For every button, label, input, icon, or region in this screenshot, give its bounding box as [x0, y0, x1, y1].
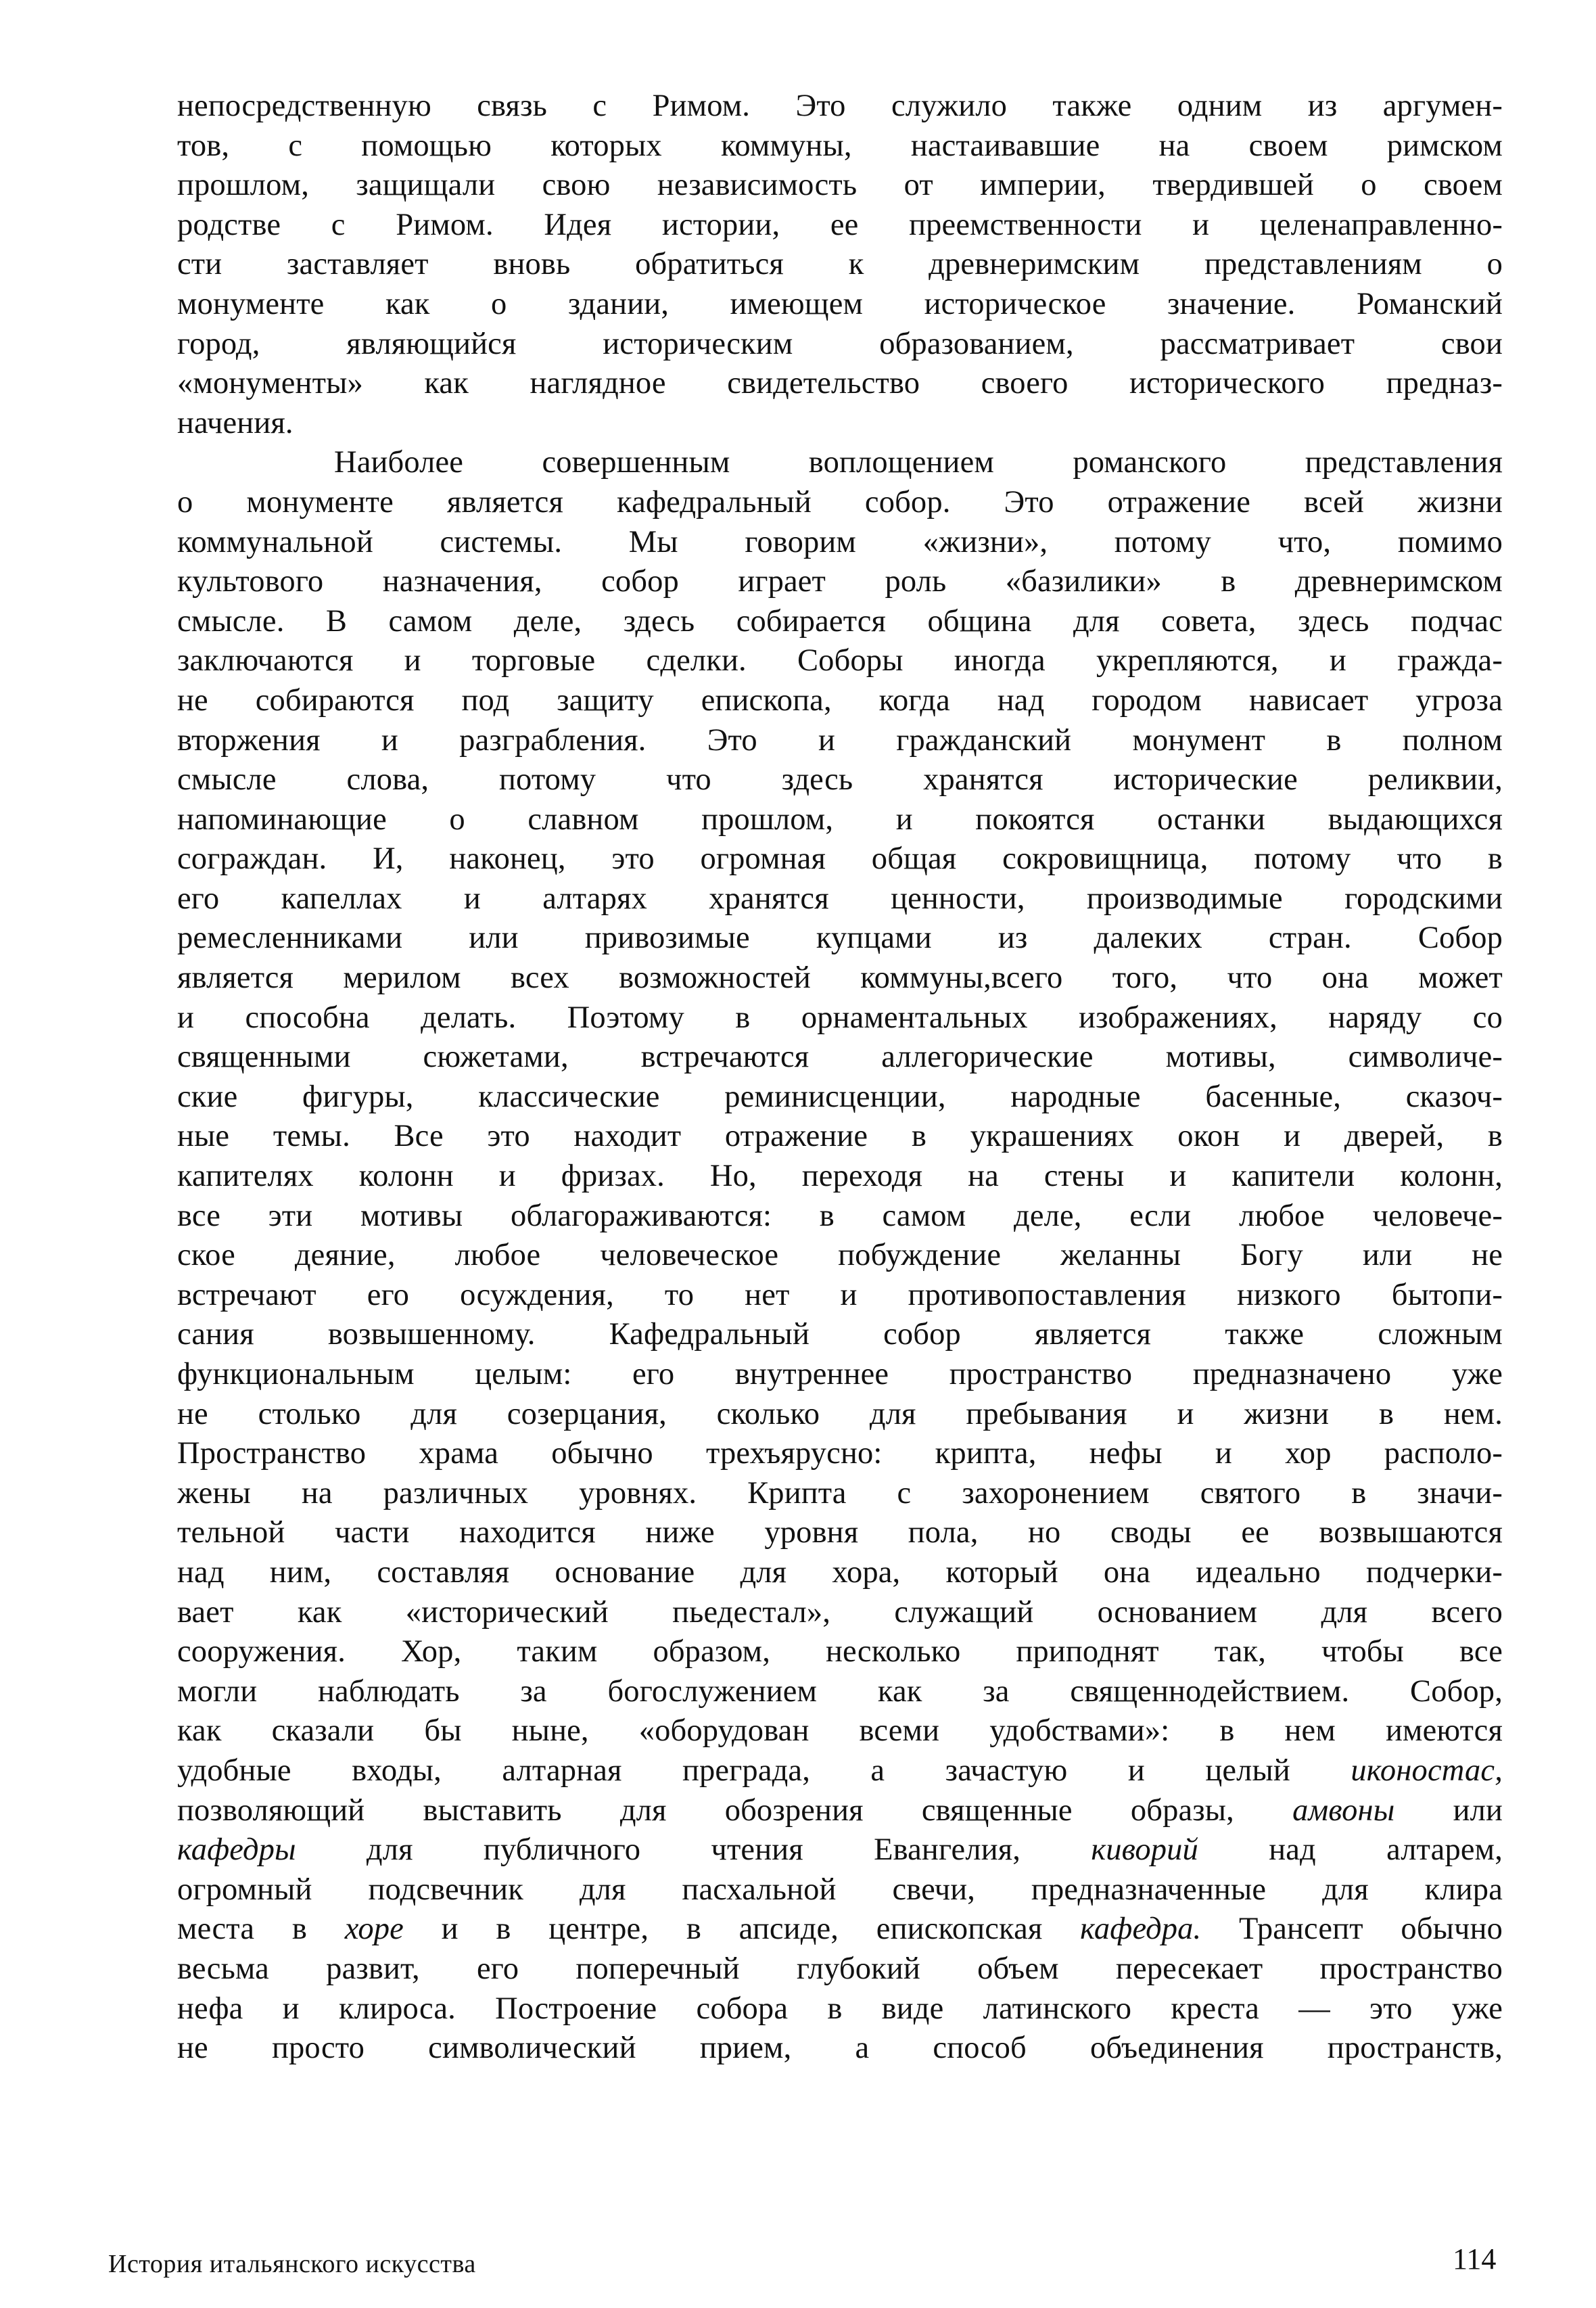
- text-line: сти заставляет вновь обратиться к древнеримским представлениям о: [177, 247, 1503, 282]
- text-line: сания возвышенному. Кафедральный собор является также сложным: [177, 1317, 1503, 1352]
- text-line: культового назначения, собор играет роль «базилики» в древнеримском: [177, 564, 1503, 599]
- text-line: нефа и клироса. Построение собора в виде латинского креста — это уже: [177, 1991, 1503, 2026]
- text-line: ское деяние, любое человеческое побуждение желанны Богу или не: [177, 1238, 1503, 1273]
- text-line: жены на различных уровнях. Крипта с захоронением святого в значи-: [177, 1475, 1503, 1510]
- text-line: коммунальной системы. Мы говорим «жизни», потому что, помимо: [177, 524, 1503, 559]
- text-line: сооружения. Хор, таким образом, несколько приподнят так, чтобы все: [177, 1634, 1503, 1669]
- text-line: позволяющий выставить для обозрения священные образы, амвоны или: [177, 1793, 1503, 1828]
- text-line: смысле. В самом деле, здесь собирается община для совета, здесь подчас: [177, 603, 1503, 639]
- text-line: его капеллах и алтарях хранятся ценности, производимые городскими: [177, 881, 1503, 916]
- text-line: ремесленниками или привозимые купцами из далеких стран. Собор: [177, 921, 1503, 956]
- text-line: над ним, составляя основание для хора, который она идеально подчерки-: [177, 1554, 1503, 1590]
- text-line: и способна делать. Поэтому в орнаментальных изображениях, наряду со: [177, 1000, 1503, 1035]
- body-text: [177, 87, 1503, 2069]
- text-line: монументе как о здании, имеющем историческое значение. Романский: [177, 286, 1503, 321]
- text-line: является мерилом всех возможностей коммуны,всего того, что она может: [177, 961, 1503, 996]
- text-line: о монументе является кафедральный собор. Это отражение всей жизни: [177, 484, 1503, 520]
- text-line: не столько для созерцания, сколько для пребывания и жизни в нем.: [177, 1396, 1503, 1431]
- text-line: встречают его осуждения, то нет и противопоставления низкого бытопи-: [177, 1277, 1503, 1312]
- text-line: огромный подсвечник для пасхальной свечи, предназначенные для клира: [177, 1872, 1503, 1907]
- text-line: напоминающие о славном прошлом, и покоятся останки выдающихся: [177, 802, 1503, 837]
- text-line: сограждан. И, наконец, это огромная общая сокровищница, потому что в: [177, 841, 1503, 877]
- text-line: священными сюжетами, встречаются аллегорические мотивы, символиче-: [177, 1040, 1503, 1075]
- text-line: «монументы» как наглядное свидетельство своего исторического предназ-: [177, 366, 1503, 401]
- text-line: места в хоре и в центре, в апсиде, епископская кафедра. Трансепт обычно: [177, 1912, 1503, 1947]
- text-line: родстве с Римом. Идея истории, ее преемственности и целенаправленно-: [177, 207, 1503, 242]
- text-line: тельной части находится ниже уровня пола, но своды ее возвышаются: [177, 1515, 1503, 1550]
- text-line: как сказали бы ныне, «оборудован всеми удобствами»: в нем имеются: [177, 1713, 1503, 1749]
- text-line: Пространство храма обычно трехъярусно: крипта, нефы и хор располо-: [177, 1436, 1503, 1471]
- text-line: город, являющийся историческим образованием, рассматривает свои: [177, 326, 1503, 361]
- text-line: кафедры для публичного чтения Евангелия, киворий над алтарем,: [177, 1832, 1503, 1868]
- text-line: прошлом, защищали свою независимость от империи, твердившей о своем: [177, 168, 1503, 203]
- text-line: ские фигуры, классические реминисценции, народные басенные, сказоч-: [177, 1079, 1503, 1114]
- text-line: удобные входы, алтарная преграда, а зачастую и целый иконостас,: [177, 1753, 1503, 1788]
- text-line: капителях колонн и фризах. Но, переходя на стены и капители колонн,: [177, 1159, 1503, 1194]
- text-line: весьма развит, его поперечный глубокий объем пересекает пространство: [177, 1951, 1503, 1986]
- text-line: тов, с помощью которых коммуны, настаивавшие на своем римском: [177, 128, 1503, 163]
- text-line: начения.: [177, 405, 294, 440]
- paragraph-first-line: Наиболее совершенным воплощением романского представления: [334, 445, 1503, 480]
- text-line: все эти мотивы облагораживаются: в самом деле, если любое человече-: [177, 1198, 1503, 1233]
- text-line: ные темы. Все это находит отражение в украшениях окон и дверей, в: [177, 1119, 1503, 1154]
- text-line: функциональным целым: его внутреннее пространство предназначено уже: [177, 1357, 1503, 1391]
- text-line: не собираются под защиту епископа, когда над городом нависает угроза: [177, 683, 1503, 718]
- running-footer-title: История итальянского искусства: [108, 2250, 476, 2278]
- text-line: не просто символический прием, а способ объединения пространств,: [177, 2031, 1503, 2066]
- text-line: вторжения и разграбления. Это и гражданский монумент в полном: [177, 722, 1503, 758]
- text-line: смысле слова, потому что здесь хранятся исторические реликвии,: [177, 762, 1503, 798]
- text-line: могли наблюдать за богослужением как за священнодействием. Собор,: [177, 1674, 1503, 1709]
- text-line: заключаются и торговые сделки. Соборы иногда укрепляются, и гражда-: [177, 643, 1503, 678]
- text-line: вает как «исторический пьедестал», служащий основанием для всего: [177, 1594, 1503, 1630]
- text-line: непосредственную связь с Римом. Это служило также одним из аргумен-: [177, 89, 1503, 123]
- page-number: 114: [1453, 2242, 1497, 2276]
